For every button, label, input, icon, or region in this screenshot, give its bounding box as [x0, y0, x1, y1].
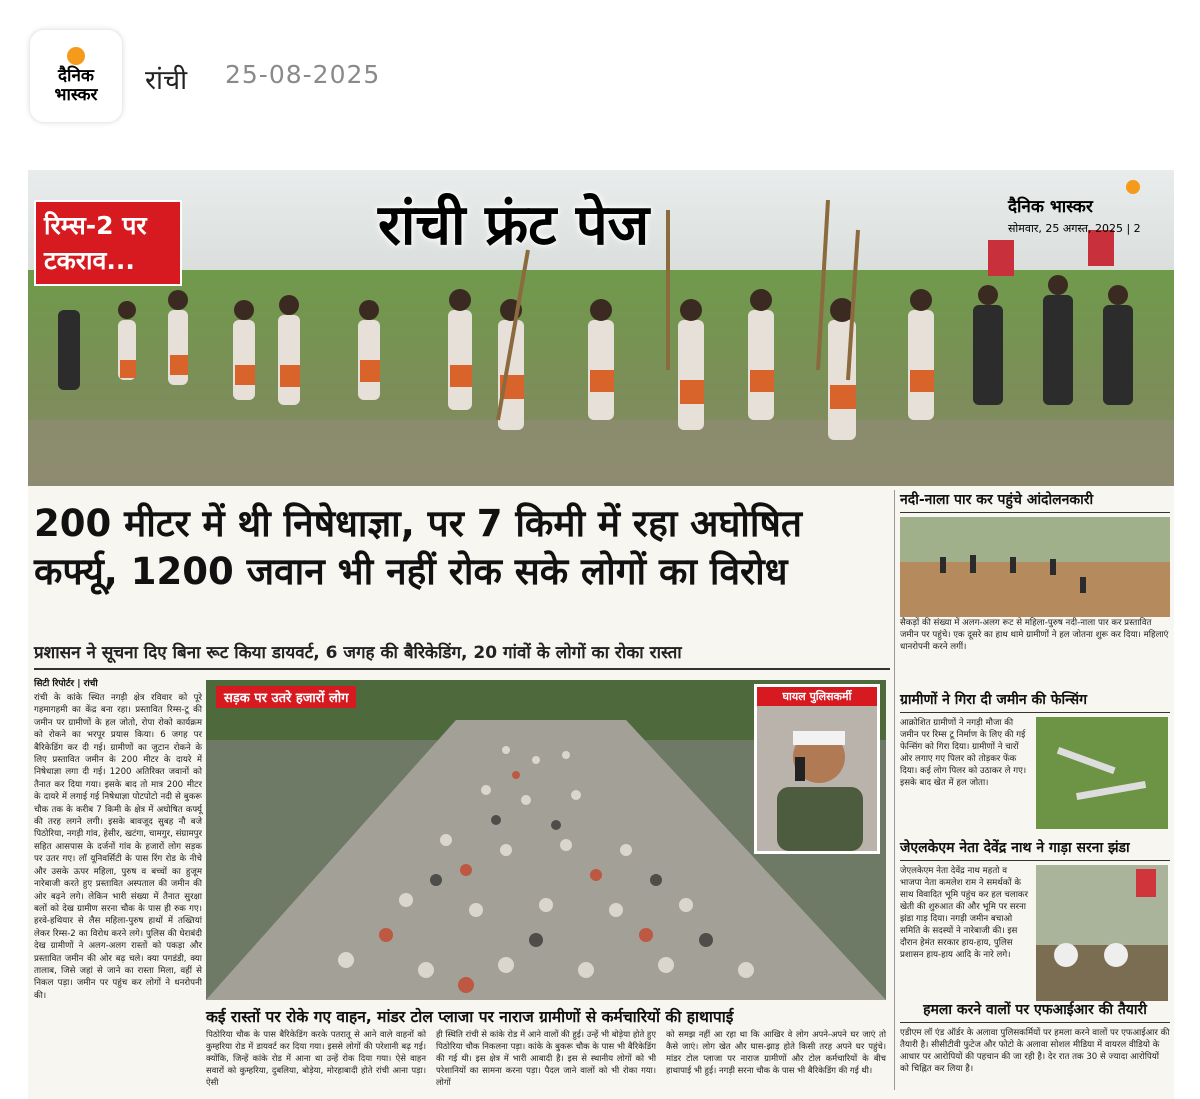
sidebar-story-title: ग्रामीणों ने गिरा दी जमीन की फेन्सिंग: [900, 690, 1170, 713]
section-kicker: रिम्स-2 पर टकराव...: [34, 200, 182, 286]
sarna-flag-image: [1036, 865, 1168, 1001]
river-crossing-image: [900, 517, 1170, 617]
masthead-dateline: सोमवार, 25 अगस्त, 2025 | 2: [1008, 222, 1141, 235]
logo-text-line1: दैनिक: [58, 66, 94, 86]
page-title: रांची फ्रंट पेज: [378, 193, 650, 258]
logo-text-line2: भास्कर: [54, 85, 98, 105]
secondary-column-1: पिठोरिया चौक के पास बैरिकेडिंग करके पतरातू से आने वाले वाहनों को कुम्हरिया रोड में डायवर्ट कर दिया गया। इससे लोगों की परेशानी बढ़ गई। क्योंकि, जिन्हें कांके रोड में आना था उन्हें रोक दिया गया। ऐसे वाहन सवारों को कुम्हरिया, दुबलिया, बोड़ेया, मोरहाबादी होते रांची आना पड़ा। ऐसी: [206, 1029, 426, 1087]
edition-date: 25-08-2025: [225, 60, 381, 89]
app-header: [0, 0, 1200, 165]
byline: सिटी रिपोर्टर | रांची: [34, 679, 98, 689]
inset-label: घायल पुलिसकर्मी: [757, 687, 877, 706]
masthead-name: दैनिक भास्कर: [1008, 197, 1093, 217]
sidebar-story-title: जेएलकेएम नेता देवेंद्र नाथ ने गाड़ा सरना झंडा: [900, 838, 1170, 861]
edition-city: रांची: [145, 65, 188, 96]
crowd-photo-label: सड़क पर उतरे हजारों लोग: [216, 686, 356, 708]
main-body: रांची के कांके स्थित नगड़ी क्षेत्र रविवार को पूरे गहमागहमी का केंद्र बना रहा। प्रस्तावित रिम्स-टू की जमीन पर ग्रामीणों के हल जोतो, रोपा रोको कार्यक्रम को रोकने का भरपूर प्रयास किया। 6 जगह पर बैरिकेडिंग कर दी गई। ग्रामीणों का जुटान रोकने के लिए प्रस्तावित जमीन के 200 मीटर के दायरे में निषेधाज्ञा लगा दी गई। 1200 अतिरिक्त जवानों को तैनात कर दिया गया। इसके बाद तो मात्र 200 मीटर के दायरे में लगाई गई निषेधाज्ञा पोटपोटो नदी से बुकरू चौक तक के करीब 7 किमी के क्षेत्र में अघोषित कर्फ्यू की तरह लगने लगी। इसके बावजूद सुबह नौ बजे पिठोरिया, नगड़ी गांव, हेसीर, खटंगा, चामगुर, संग्रामपुर सहित आसपास के दर्जनों गांव के हजारों लोग सड़क पर उतर गए। लॉ यूनिवर्सिटी के पास रिंग रोड के नीचे और उसके ऊपर महिला, पुरुष व बच्चों का हुजूम नारेबाजी करते हुए प्रस्तावित अस्पताल की जमीन की ओर बढ़ने लगे। लेकिन भारी संख्या में तैनात सुरक्षा बलों को देख ग्रामीण सरना चौक के पास ही रुक गए। हरवे-हथियार से लैस महिला-पुरुष हाथों में तख्तियां लेकर रिम्स-2 का विरोध करने लगे। पुलिस की घेराबंदी देख ग्रामीणों ने अलग-अलग रास्तों को पकड़ा और प्रस्तावित जमीन की ओर बढ़ चले। क्या पगडंडी, क्या तालाब, जिसे जहां से जाने का रास्ता मिला, वहीं से निकल पड़ा। जमीन पर पहुंच कर लोगों ने धनरोपनी की।: [34, 693, 202, 1001]
hero-photo: [28, 170, 1174, 486]
masthead: [1008, 180, 1168, 236]
column-divider: [894, 490, 895, 1090]
sun-icon: [1126, 180, 1140, 194]
sidebar-story-fencing: [900, 690, 1170, 829]
secondary-body: [206, 1028, 886, 1088]
dainik-bhaskar-logo[interactable]: [30, 30, 122, 122]
divider: [34, 668, 890, 670]
sidebar-story-title: हमला करने वालों पर एफआईआर की तैयारी: [900, 1000, 1170, 1023]
sidebar-story-text: सैकड़ों की संख्या में अलग-अलग रूट से महिला-पुरुष नदी-नाला पार कर प्रस्तावित जमीन पर पहुंचे। एक दूसरे का हाथ थामे ग्रामीणों ने हल जोतना शुरू कर दिया। महिलाएं धानरोपनी करने लगीं।: [900, 618, 1169, 652]
sidebar-story-flag: [900, 838, 1170, 1001]
sun-icon: [67, 47, 85, 65]
crowd-photo: [206, 680, 886, 1000]
secondary-column-3: को समझ नहीं आ रहा था कि आखिर वे लोग अपने-अपने घर जाएं तो कैसे जाएं। लोग खेत और घास-झाड़ होते किसी तरह अपने घर पहुंचे। मांडर टोल प्लाजा पर नाराज ग्रामीणों और टोल कर्मचारियों के बीच हाथापाई भी हुई। नगड़ी सरना चौक के पास भी बैरिकेडिंग की गई थी।: [666, 1029, 886, 1075]
sidebar-story-text: जेएलकेएम नेता देवेंद्र नाथ महतो व भाजपा नेता कमलेश राम ने समर्थकों के साथ विवादित भूमि पहुंच कर हल चलाकर खेती की शुरुआत की और भूमि पर सरना झंडा गाड़ दिया। नगड़ी जमीन बचाओ समिति के सदस्यों ने नारेबाजी की। इस दौरान हेमंत सरकार हाय-हाय, पुलिस प्रशासन हाय-हाय आदि के नारे लगे।: [900, 866, 1029, 960]
main-headline: 200 मीटर में थी निषेधाज्ञा, पर 7 किमी में रहा अघोषित कर्फ्यू, 1200 जवान भी नहीं रोक सके लोगों का विरोध: [34, 502, 802, 593]
sidebar-story-text: एडीएम लॉ एंड ऑर्डर के अलावा पुलिसकर्मियों पर हमला करने वालों पर एफआईआर की तैयारी है। सीसीटीवी फुटेज और फोटो के अलावा सोशल मीडिया में वायरल वीडियो के आधार पर आरोपियों की पहचान की जा रही है। देर रात तक 30 से ज्यादा आरोपियों को चिह्नित कर लिया है।: [900, 1028, 1170, 1074]
main-subhead: प्रशासन ने सूचना दिए बिना रूट किया डायवर्ट, 6 जगह की बैरिकेडिंग, 20 गांवों के लोगों का रोका रास्ता: [34, 643, 682, 663]
sidebar-story-title: नदी-नाला पार कर पहुंचे आंदोलनकारी: [900, 490, 1170, 513]
fallen-fence-image: [1036, 717, 1168, 829]
secondary-column-2: ही स्थिति रांची से कांके रोड में आने वालों की हुई। उन्हें भी बोड़ेया होते हुए पिठोरिया चौक निकलना पड़ा। कांके के बुकरू चौक के पास भी बैरिकेडिंग की गई थी। इस क्षेत्र में भारी आबादी है। इस से स्थानीय लोगों को भी परेशानियों का सामना करना पड़ा। पैदल जाने वालों को भी रोका गया। लोगों: [436, 1029, 656, 1087]
sidebar-story-text: आक्रोशित ग्रामीणों ने नगड़ी मौजा की जमीन पर रिम्स टू निर्माण के लिए की गई फेन्सिंग को गिरा दिया। ग्रामीणों ने चारों ओर लगाए गए पिलर को तोड़कर फेंक दिया। कई लोग पिलर को उठाकर ले गए। इसके बाद खेत में हल जोता।: [900, 718, 1027, 788]
injured-police-inset: [754, 684, 880, 854]
injured-policeman-image: [757, 687, 877, 851]
newspaper-page[interactable]: [28, 170, 1174, 1099]
sidebar-story-fir: [900, 1000, 1170, 1075]
secondary-headline: कई रास्तों पर रोके गए वाहन, मांडर टोल प्लाजा पर नाराज ग्रामीणों से कर्मचारियों की हाथापाई: [206, 1005, 886, 1027]
sidebar-story-river: [900, 490, 1170, 653]
